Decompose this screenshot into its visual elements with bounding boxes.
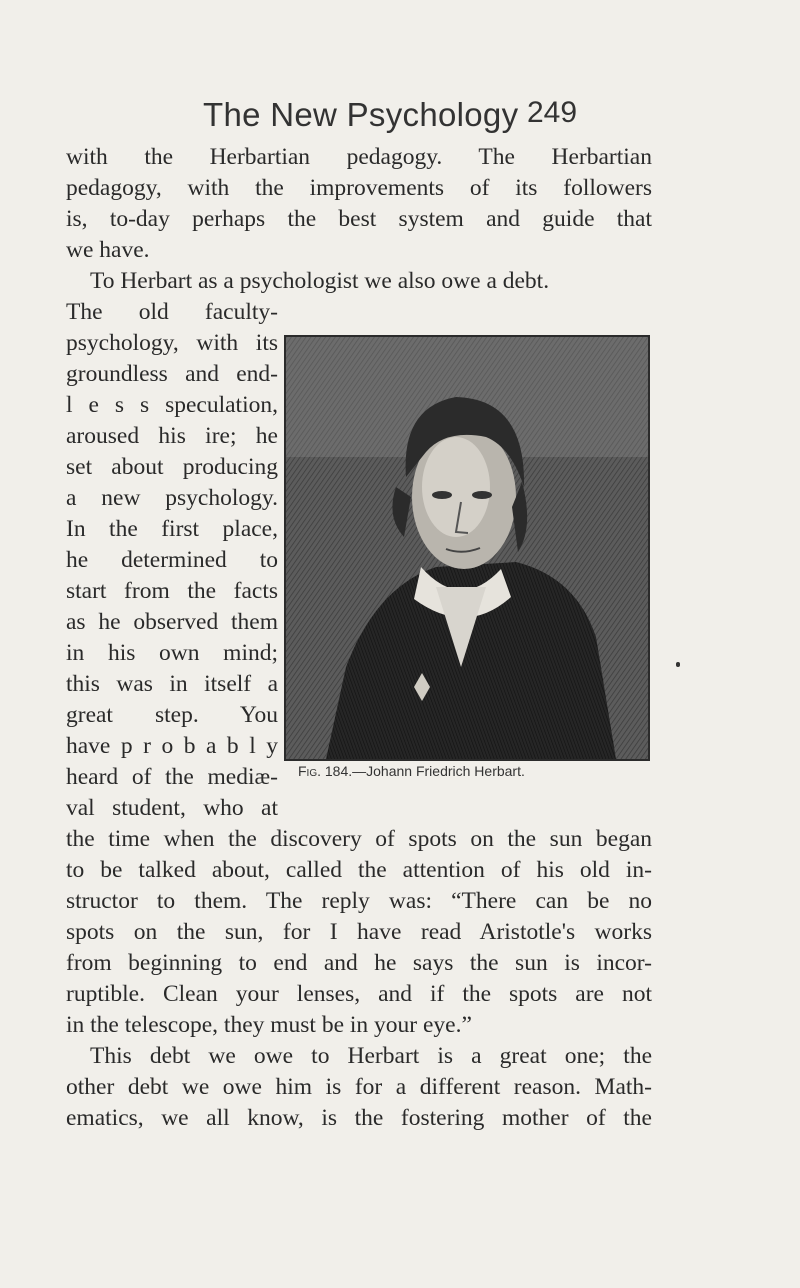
text-line: set about producing (66, 454, 278, 480)
print-speck (676, 662, 680, 667)
text-line: structor to them. The reply was: “There can be no (66, 888, 652, 914)
text-line: heard of the mediæ- (66, 764, 278, 790)
text-line: he determined to (66, 547, 278, 573)
text-line: with the Herbartian pedagogy. The Herbartian (66, 144, 652, 170)
text-line: other debt we owe him is for a different reason. Math- (66, 1074, 652, 1100)
figure-caption-text: —Johann Friedrich Herbart. (352, 763, 525, 779)
text-line: as he observed them (66, 609, 278, 635)
text-line: we have. (66, 237, 150, 263)
text-line: this was in itself a (66, 671, 278, 697)
text-line: The old faculty- (66, 299, 278, 325)
text-line: ruptible. Clean your lenses, and if the spots are not (66, 981, 652, 1007)
text-line: pedagogy, with the improvements of its followers (66, 175, 652, 201)
text-line: have p r o b a b l y (66, 733, 278, 759)
text-line: l e s s speculation, (66, 392, 278, 418)
portrait-figure (284, 335, 650, 761)
text-line: spots on the sun, for I have read Aristotle's works (66, 919, 652, 945)
text-line: the time when the discovery of spots on the sun began (66, 826, 652, 852)
page-header (0, 96, 800, 146)
text-line: To Herbart as a psychologist we also owe a debt. (90, 268, 550, 294)
running-title: The New Psychology (203, 96, 519, 133)
text-line: In the first place, (66, 516, 278, 542)
portrait-engraving (286, 337, 648, 759)
text-line: to be talked about, called the attention of his old in- (66, 857, 652, 883)
text-line: great step. You (66, 702, 278, 728)
text-line: This debt we owe to Herbart is a great one; the (90, 1043, 652, 1069)
text-line: start from the facts (66, 578, 278, 604)
text-line: in the telescope, they must be in your eye.” (66, 1012, 472, 1038)
text-line: is, to-day perhaps the best system and guide that (66, 206, 652, 232)
page-number: 249 (527, 96, 578, 129)
text-line: psychology, with its (66, 330, 278, 356)
text-line: val student, who at (66, 795, 278, 821)
text-line: groundless and end- (66, 361, 278, 387)
text-line: a new psychology. (66, 485, 278, 511)
text-line: from beginning to end and he says the sun is incor- (66, 950, 652, 976)
text-line: in his own mind; (66, 640, 278, 666)
text-line: ematics, we all know, is the fostering mother of the (66, 1105, 652, 1131)
figure-label: Fig. 184. (298, 763, 353, 779)
figure-caption (298, 763, 525, 779)
text-line: aroused his ire; he (66, 423, 278, 449)
